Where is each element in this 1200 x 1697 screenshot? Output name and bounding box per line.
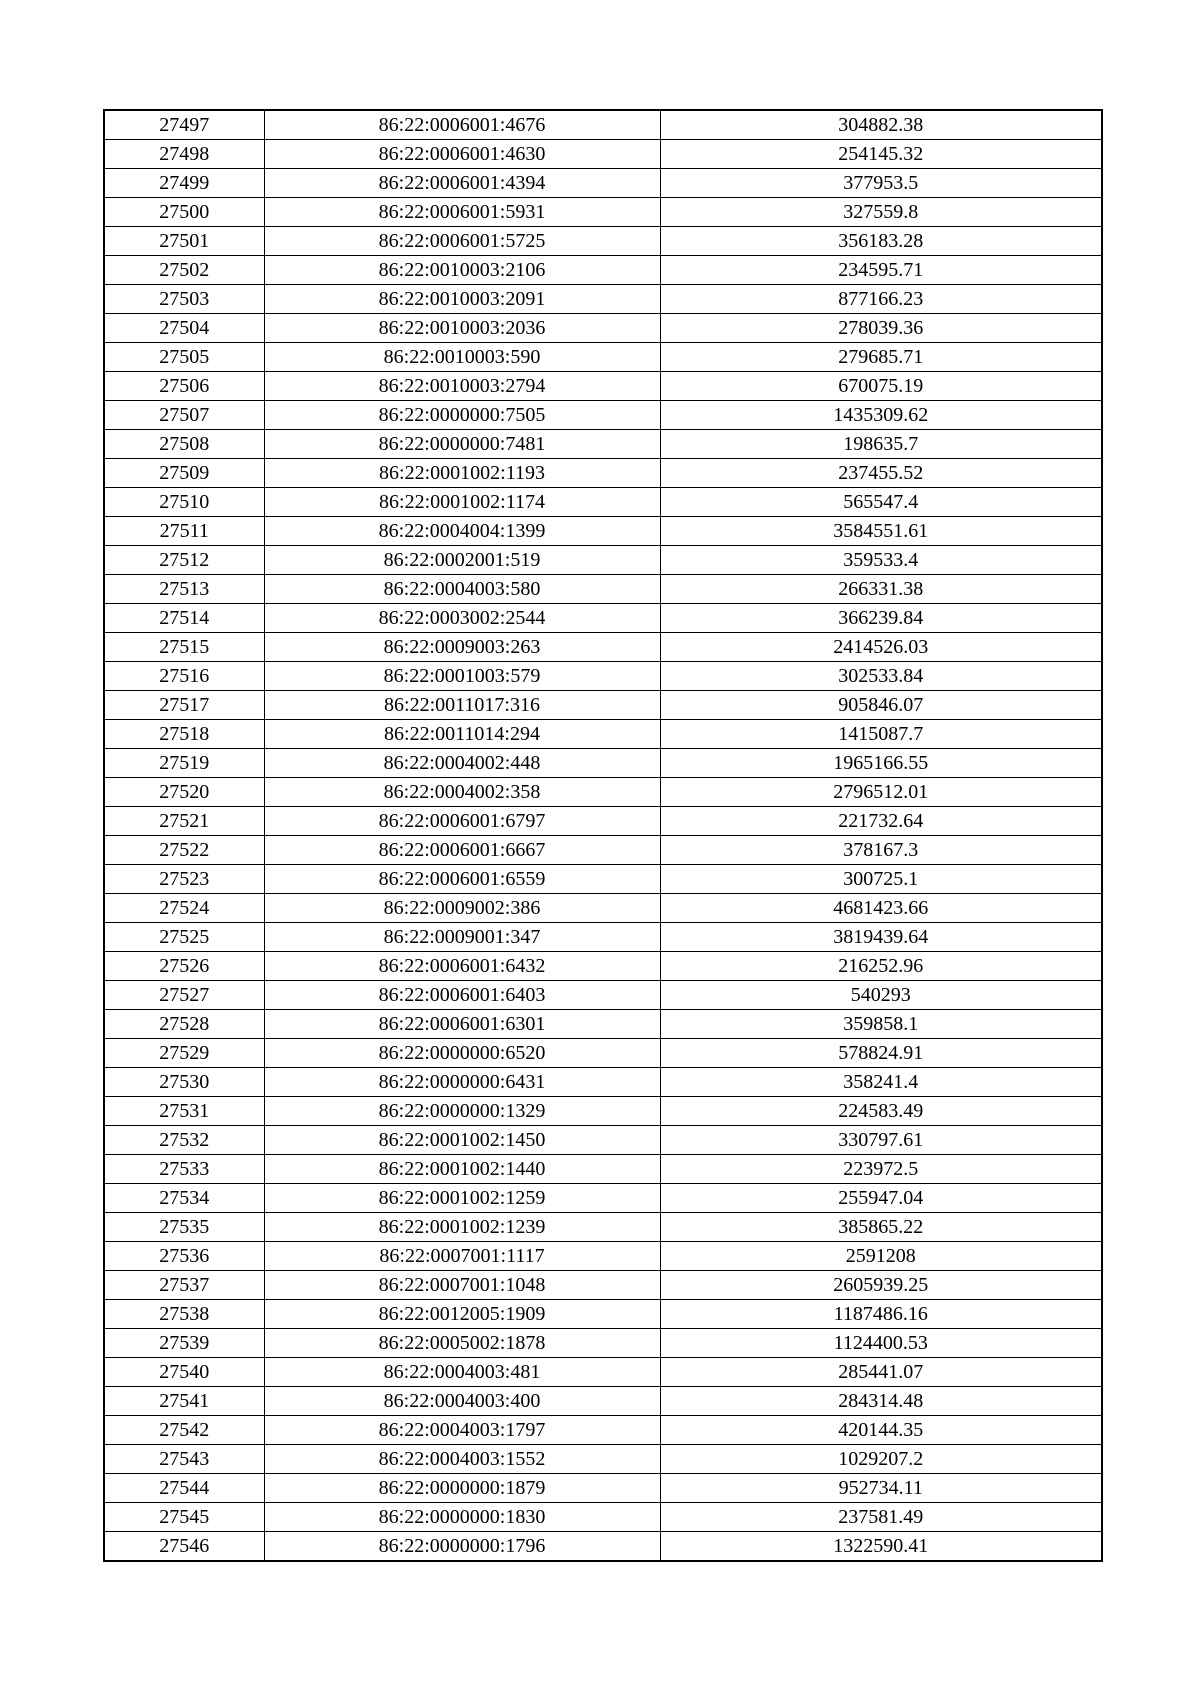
row-number-cell: 27530: [104, 1068, 264, 1097]
row-number-cell: 27544: [104, 1474, 264, 1503]
row-number-cell: 27500: [104, 198, 264, 227]
cadastral-value-cell: 216252.96: [660, 952, 1102, 981]
table-row: [104, 140, 1102, 169]
cadastral-number-cell: 86:22:0005002:1878: [264, 1329, 660, 1358]
cadastral-value-cell: 4681423.66: [660, 894, 1102, 923]
table-row: [104, 778, 1102, 807]
row-number-cell: 27543: [104, 1445, 264, 1474]
table-row: [104, 1329, 1102, 1358]
row-number-cell: 27501: [104, 227, 264, 256]
cadastral-value-cell: 3584551.61: [660, 517, 1102, 546]
cadastral-number-cell: 86:22:0000000:1830: [264, 1503, 660, 1532]
cadastral-number-cell: 86:22:0006001:6432: [264, 952, 660, 981]
cadastral-number-cell: 86:22:0000000:7505: [264, 401, 660, 430]
cadastral-value-cell: 223972.5: [660, 1155, 1102, 1184]
cadastral-value-cell: 1029207.2: [660, 1445, 1102, 1474]
cadastral-number-cell: 86:22:0006001:4630: [264, 140, 660, 169]
cadastral-value-cell: 224583.49: [660, 1097, 1102, 1126]
table-row: [104, 401, 1102, 430]
row-number-cell: 27538: [104, 1300, 264, 1329]
table-row: [104, 1155, 1102, 1184]
row-number-cell: 27524: [104, 894, 264, 923]
cadastral-number-cell: 86:22:0001002:1239: [264, 1213, 660, 1242]
table-row: [104, 720, 1102, 749]
table-row: [104, 227, 1102, 256]
table-row: [104, 1068, 1102, 1097]
cadastral-value-cell: 670075.19: [660, 372, 1102, 401]
cadastral-value-cell: 356183.28: [660, 227, 1102, 256]
row-number-cell: 27522: [104, 836, 264, 865]
row-number-cell: 27506: [104, 372, 264, 401]
cadastral-number-cell: 86:22:0000000:1879: [264, 1474, 660, 1503]
cadastral-number-cell: 86:22:0007001:1048: [264, 1271, 660, 1300]
table-row: [104, 459, 1102, 488]
row-number-cell: 27514: [104, 604, 264, 633]
row-number-cell: 27507: [104, 401, 264, 430]
cadastral-value-cell: 2591208: [660, 1242, 1102, 1271]
cadastral-value-cell: 952734.11: [660, 1474, 1102, 1503]
cadastral-value-cell: 2414526.03: [660, 633, 1102, 662]
row-number-cell: 27518: [104, 720, 264, 749]
cadastral-number-cell: 86:22:0002001:519: [264, 546, 660, 575]
cadastral-value-cell: 905846.07: [660, 691, 1102, 720]
cadastral-value-cell: 358241.4: [660, 1068, 1102, 1097]
row-number-cell: 27526: [104, 952, 264, 981]
row-number-cell: 27533: [104, 1155, 264, 1184]
table-row: [104, 343, 1102, 372]
cadastral-value-cell: 420144.35: [660, 1416, 1102, 1445]
cadastral-number-cell: 86:22:0010003:2794: [264, 372, 660, 401]
cadastral-number-cell: 86:22:0010003:2036: [264, 314, 660, 343]
table-row: [104, 1213, 1102, 1242]
cadastral-number-cell: 86:22:0006001:6797: [264, 807, 660, 836]
table-row: [104, 865, 1102, 894]
cadastral-value-cell: 1965166.55: [660, 749, 1102, 778]
cadastral-value-cell: 279685.71: [660, 343, 1102, 372]
table-row: [104, 1474, 1102, 1503]
cadastral-number-cell: 86:22:0004003:1797: [264, 1416, 660, 1445]
cadastral-number-cell: 86:22:0006001:4676: [264, 110, 660, 140]
row-number-cell: 27505: [104, 343, 264, 372]
cadastral-value-cell: 578824.91: [660, 1039, 1102, 1068]
row-number-cell: 27515: [104, 633, 264, 662]
cadastral-value-cell: 302533.84: [660, 662, 1102, 691]
cadastral-value-cell: 234595.71: [660, 256, 1102, 285]
table-row: [104, 1126, 1102, 1155]
cadastral-number-cell: 86:22:0004003:481: [264, 1358, 660, 1387]
row-number-cell: 27513: [104, 575, 264, 604]
row-number-cell: 27523: [104, 865, 264, 894]
row-number-cell: 27529: [104, 1039, 264, 1068]
cadastral-number-cell: 86:22:0004003:400: [264, 1387, 660, 1416]
table-row: [104, 633, 1102, 662]
table-row: [104, 1097, 1102, 1126]
row-number-cell: 27545: [104, 1503, 264, 1532]
row-number-cell: 27521: [104, 807, 264, 836]
table-row: [104, 1532, 1102, 1562]
row-number-cell: 27527: [104, 981, 264, 1010]
cadastral-number-cell: 86:22:0004004:1399: [264, 517, 660, 546]
cadastral-value-cell: 1415087.7: [660, 720, 1102, 749]
cadastral-number-cell: 86:22:0004002:358: [264, 778, 660, 807]
cadastral-value-cell: 237455.52: [660, 459, 1102, 488]
cadastral-number-cell: 86:22:0012005:1909: [264, 1300, 660, 1329]
cadastral-value-cell: 221732.64: [660, 807, 1102, 836]
row-number-cell: 27528: [104, 1010, 264, 1039]
cadastral-value-cell: 327559.8: [660, 198, 1102, 227]
table-row: [104, 807, 1102, 836]
cadastral-number-cell: 86:22:0006001:5931: [264, 198, 660, 227]
table-row: [104, 256, 1102, 285]
table-row: [104, 1416, 1102, 1445]
table-row: [104, 169, 1102, 198]
cadastral-number-cell: 86:22:0000000:1329: [264, 1097, 660, 1126]
table-row: [104, 1387, 1102, 1416]
row-number-cell: 27534: [104, 1184, 264, 1213]
row-number-cell: 27516: [104, 662, 264, 691]
row-number-cell: 27509: [104, 459, 264, 488]
cadastral-value-cell: 198635.7: [660, 430, 1102, 459]
cadastral-value-cell: 540293: [660, 981, 1102, 1010]
cadastral-number-cell: 86:22:0010003:2106: [264, 256, 660, 285]
row-number-cell: 27520: [104, 778, 264, 807]
table-row: [104, 1010, 1102, 1039]
cadastral-number-cell: 86:22:0006001:6667: [264, 836, 660, 865]
table-row: [104, 691, 1102, 720]
cadastral-value-cell: 266331.38: [660, 575, 1102, 604]
table-row: [104, 1184, 1102, 1213]
row-number-cell: 27511: [104, 517, 264, 546]
cadastral-number-cell: 86:22:0001002:1193: [264, 459, 660, 488]
cadastral-value-cell: 385865.22: [660, 1213, 1102, 1242]
cadastral-number-cell: 86:22:0004003:1552: [264, 1445, 660, 1474]
cadastral-value-cell: 2605939.25: [660, 1271, 1102, 1300]
cadastral-number-cell: 86:22:0001002:1174: [264, 488, 660, 517]
cadastral-value-table: [103, 109, 1103, 1562]
cadastral-number-cell: 86:22:0009002:386: [264, 894, 660, 923]
table-row: [104, 285, 1102, 314]
table-row: [104, 372, 1102, 401]
row-number-cell: 27517: [104, 691, 264, 720]
row-number-cell: 27539: [104, 1329, 264, 1358]
table-row: [104, 749, 1102, 778]
cadastral-value-cell: 1187486.16: [660, 1300, 1102, 1329]
cadastral-number-cell: 86:22:0010003:2091: [264, 285, 660, 314]
cadastral-number-cell: 86:22:0000000:6520: [264, 1039, 660, 1068]
cadastral-number-cell: 86:22:0004002:448: [264, 749, 660, 778]
row-number-cell: 27542: [104, 1416, 264, 1445]
cadastral-value-cell: 359533.4: [660, 546, 1102, 575]
cadastral-value-cell: 1322590.41: [660, 1532, 1102, 1562]
row-number-cell: 27497: [104, 110, 264, 140]
cadastral-value-cell: 3819439.64: [660, 923, 1102, 952]
cadastral-number-cell: 86:22:0003002:2544: [264, 604, 660, 633]
cadastral-number-cell: 86:22:0001002:1440: [264, 1155, 660, 1184]
row-number-cell: 27531: [104, 1097, 264, 1126]
cadastral-value-cell: 284314.48: [660, 1387, 1102, 1416]
table-row: [104, 1242, 1102, 1271]
cadastral-number-cell: 86:22:0011014:294: [264, 720, 660, 749]
table-row: [104, 662, 1102, 691]
table-row: [104, 314, 1102, 343]
cadastral-number-cell: 86:22:0000000:6431: [264, 1068, 660, 1097]
cadastral-number-cell: 86:22:0007001:1117: [264, 1242, 660, 1271]
table-row: [104, 1039, 1102, 1068]
row-number-cell: 27510: [104, 488, 264, 517]
cadastral-value-cell: 378167.3: [660, 836, 1102, 865]
table-row: [104, 1503, 1102, 1532]
row-number-cell: 27498: [104, 140, 264, 169]
table-row: [104, 952, 1102, 981]
row-number-cell: 27499: [104, 169, 264, 198]
cadastral-value-cell: 278039.36: [660, 314, 1102, 343]
table-row: [104, 546, 1102, 575]
cadastral-value-cell: 1124400.53: [660, 1329, 1102, 1358]
table-row: [104, 894, 1102, 923]
cadastral-value-cell: 377953.5: [660, 169, 1102, 198]
table-body: [104, 110, 1102, 1561]
cadastral-number-cell: 86:22:0010003:590: [264, 343, 660, 372]
cadastral-value-cell: 1435309.62: [660, 401, 1102, 430]
cadastral-value-cell: 304882.38: [660, 110, 1102, 140]
cadastral-number-cell: 86:22:0006001:5725: [264, 227, 660, 256]
row-number-cell: 27537: [104, 1271, 264, 1300]
table-row: [104, 430, 1102, 459]
row-number-cell: 27525: [104, 923, 264, 952]
cadastral-value-cell: 366239.84: [660, 604, 1102, 633]
cadastral-number-cell: 86:22:0011017:316: [264, 691, 660, 720]
cadastral-number-cell: 86:22:0009003:263: [264, 633, 660, 662]
cadastral-value-cell: 359858.1: [660, 1010, 1102, 1039]
cadastral-number-cell: 86:22:0006001:4394: [264, 169, 660, 198]
table-row: [104, 1358, 1102, 1387]
cadastral-value-cell: 330797.61: [660, 1126, 1102, 1155]
cadastral-number-cell: 86:22:0009001:347: [264, 923, 660, 952]
row-number-cell: 27535: [104, 1213, 264, 1242]
cadastral-value-cell: 254145.32: [660, 140, 1102, 169]
cadastral-number-cell: 86:22:0001002:1259: [264, 1184, 660, 1213]
row-number-cell: 27541: [104, 1387, 264, 1416]
cadastral-number-cell: 86:22:0001002:1450: [264, 1126, 660, 1155]
row-number-cell: 27532: [104, 1126, 264, 1155]
table-row: [104, 923, 1102, 952]
table-row: [104, 1271, 1102, 1300]
cadastral-value-cell: 255947.04: [660, 1184, 1102, 1213]
cadastral-number-cell: 86:22:0001003:579: [264, 662, 660, 691]
cadastral-value-cell: 300725.1: [660, 865, 1102, 894]
table-row: [104, 981, 1102, 1010]
row-number-cell: 27540: [104, 1358, 264, 1387]
table-row: [104, 488, 1102, 517]
table-row: [104, 604, 1102, 633]
row-number-cell: 27546: [104, 1532, 264, 1562]
table-row: [104, 198, 1102, 227]
row-number-cell: 27503: [104, 285, 264, 314]
cadastral-value-cell: 565547.4: [660, 488, 1102, 517]
row-number-cell: 27512: [104, 546, 264, 575]
cadastral-number-cell: 86:22:0000000:1796: [264, 1532, 660, 1562]
row-number-cell: 27519: [104, 749, 264, 778]
table-row: [104, 836, 1102, 865]
cadastral-number-cell: 86:22:0006001:6301: [264, 1010, 660, 1039]
row-number-cell: 27504: [104, 314, 264, 343]
cadastral-value-cell: 285441.07: [660, 1358, 1102, 1387]
cadastral-number-cell: 86:22:0000000:7481: [264, 430, 660, 459]
table-row: [104, 575, 1102, 604]
cadastral-value-cell: 2796512.01: [660, 778, 1102, 807]
cadastral-value-cell: 877166.23: [660, 285, 1102, 314]
table-row: [104, 1445, 1102, 1474]
row-number-cell: 27502: [104, 256, 264, 285]
cadastral-value-cell: 237581.49: [660, 1503, 1102, 1532]
table-row: [104, 110, 1102, 140]
cadastral-number-cell: 86:22:0006001:6403: [264, 981, 660, 1010]
cadastral-number-cell: 86:22:0006001:6559: [264, 865, 660, 894]
row-number-cell: 27536: [104, 1242, 264, 1271]
table-row: [104, 1300, 1102, 1329]
cadastral-number-cell: 86:22:0004003:580: [264, 575, 660, 604]
row-number-cell: 27508: [104, 430, 264, 459]
table-row: [104, 517, 1102, 546]
